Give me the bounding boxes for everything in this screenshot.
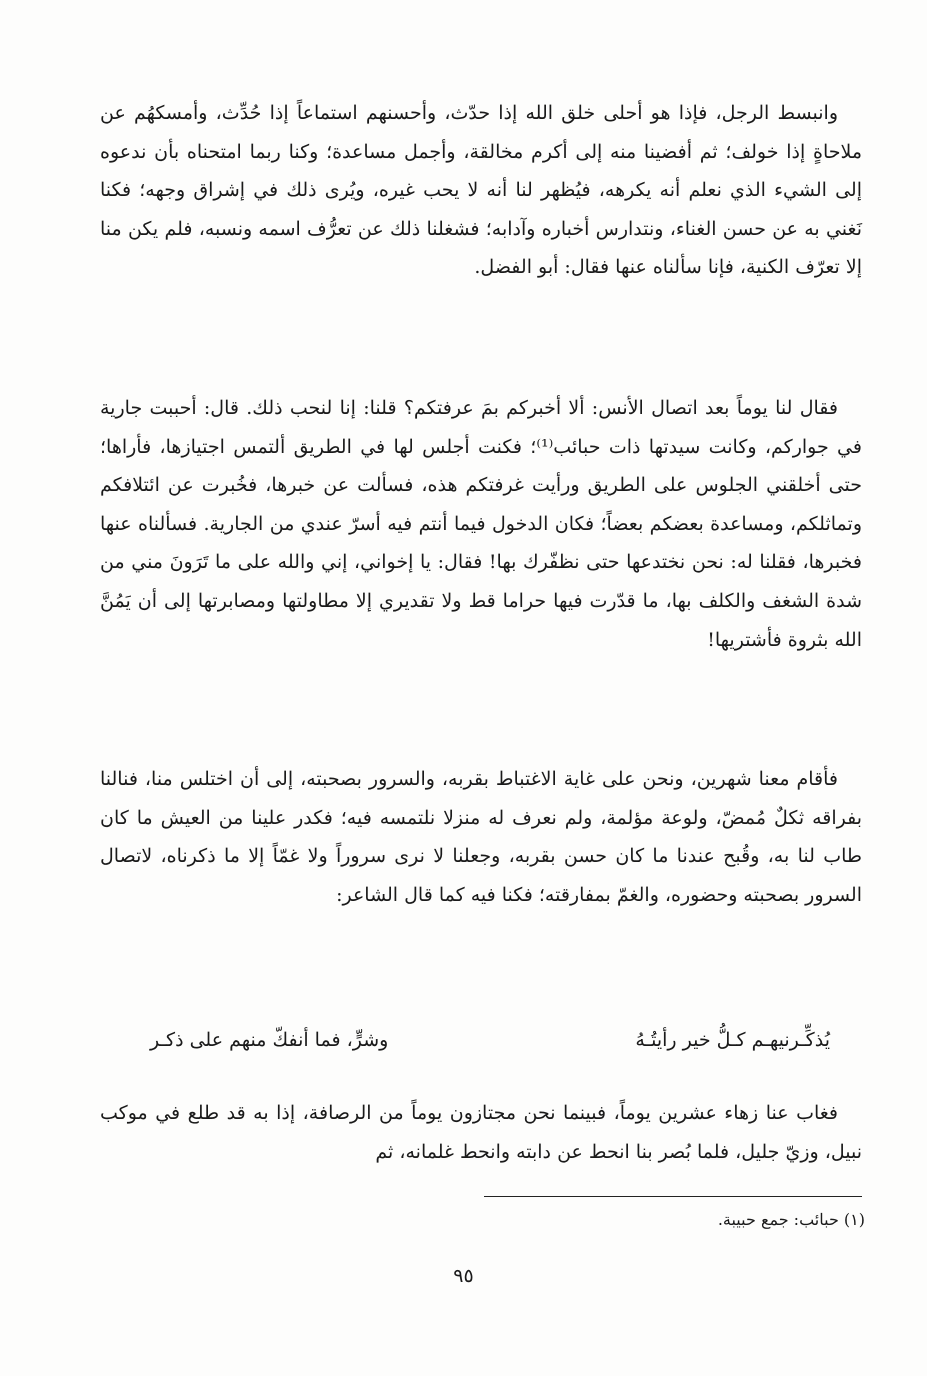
page-number: ٩٥ xyxy=(453,1265,474,1287)
poem-first-hemistich: يُذكِّـرنيهـم كـلُّ خير رأيتُـهُ xyxy=(635,1029,830,1051)
paragraph-4 xyxy=(100,1094,862,1171)
poem-verse xyxy=(150,1020,830,1060)
paragraph-3 xyxy=(100,760,862,914)
paragraph-2-text: فقال لنا يوماً بعد اتصال الأنس: ألا أخبركم بمَ عرفتكم؟ قلنا: إنا لنحب ذلك. قال: أحببت جارية في جواركم، وكانت سيدتها ذات حبائب⁽¹⁾؛ فكنت أجلس لها في الطريق ألتمس اجتيازها، فأراها؛ حتى أخلقني الجلوس على الطريق ورأيت غرفتكم هذه، فسألت عن خبرها، فخُبرت عن ائتلافكم وتماثلكم، ومساعدة بعضكم بعضاً؛ فكان الدخول فيما أنتم فيه أسرّ عندي من الجارية. فسألناه عنها فخبرها، فقلنا له: نحن نختدعها حتى نظفّرك بها! فقال: يا إخواني، إني والله على ما تَرَونَ مني من شدة الشغف والكلف بها، ما قدّرت فيها حراما قط ولا تقديري إلا مطاولتها ومصابرتها إلى أن يَمُنَّ الله بثروة فأشتريها! xyxy=(100,397,862,651)
paragraph-1 xyxy=(100,94,862,287)
paragraph-3-text: فأقام معنا شهرين، ونحن على غاية الاغتباط بقربه، والسرور بصحبته، إلى أن اختلس منا، فنالنا بفراقه ثكلٌ مُمضّ، ولوعة مؤلمة، ولم نعرف له منزلا نلتمسه فيه؛ فكدر علينا من العيش ما كان طاب لنا به، وقُبح عندنا ما كان حسن بقربه، وجعلنا لا نرى سروراً ولا غمّاً إلا ما ذكرناه، لاتصال السرور بصحبته وحضوره، والغمّ بمفارقته؛ فكنا فيه كما قال الشاعر: xyxy=(100,768,862,906)
paragraph-1-text: وانبسط الرجل، فإذا هو أحلى خلق الله إذا حدّث، وأحسنهم استماعاً إذا حُدِّث، وأمسكهُم عن ملاحاةٍ إذا خولف؛ ثم أفضينا منه إلى أكرم مخالقة، وأجمل مساعدة؛ وكنا ربما امتحناه بأن ندعوه إلى الشيء الذي نعلم أنه يكرهه، فيُظهر لنا أنه لا يحب غيره، ويُرى ذلك في إشراق وجهه؛ فكنا نَغني به عن حسن الغناء، ونتدارس أخباره وآدابه؛ فشغلنا ذلك عن تعرُّف اسمه ونسبه، فلم يكن منا إلا تعرّف الكنية، فإنا سألناه عنها فقال: أبو الفضل. xyxy=(100,102,862,279)
paragraph-4-text: فغاب عنا زهاء عشرين يوماً، فبينما نحن مجتازون يوماً من الرصافة، إذا به قد طلع في موكب نبيل، وزيّ جليل، فلما بُصر بنا انحط عن دابته وانحط غلمانه، ثم xyxy=(100,1102,862,1163)
paragraph-2 xyxy=(100,389,862,659)
footnote: (١) حبائب: جمع حبيبة. xyxy=(717,1210,865,1229)
footnote-divider xyxy=(484,1196,862,1197)
poem-second-hemistich: وشرٍّ، فما أنفكّ منهم على ذكـر xyxy=(150,1029,389,1051)
